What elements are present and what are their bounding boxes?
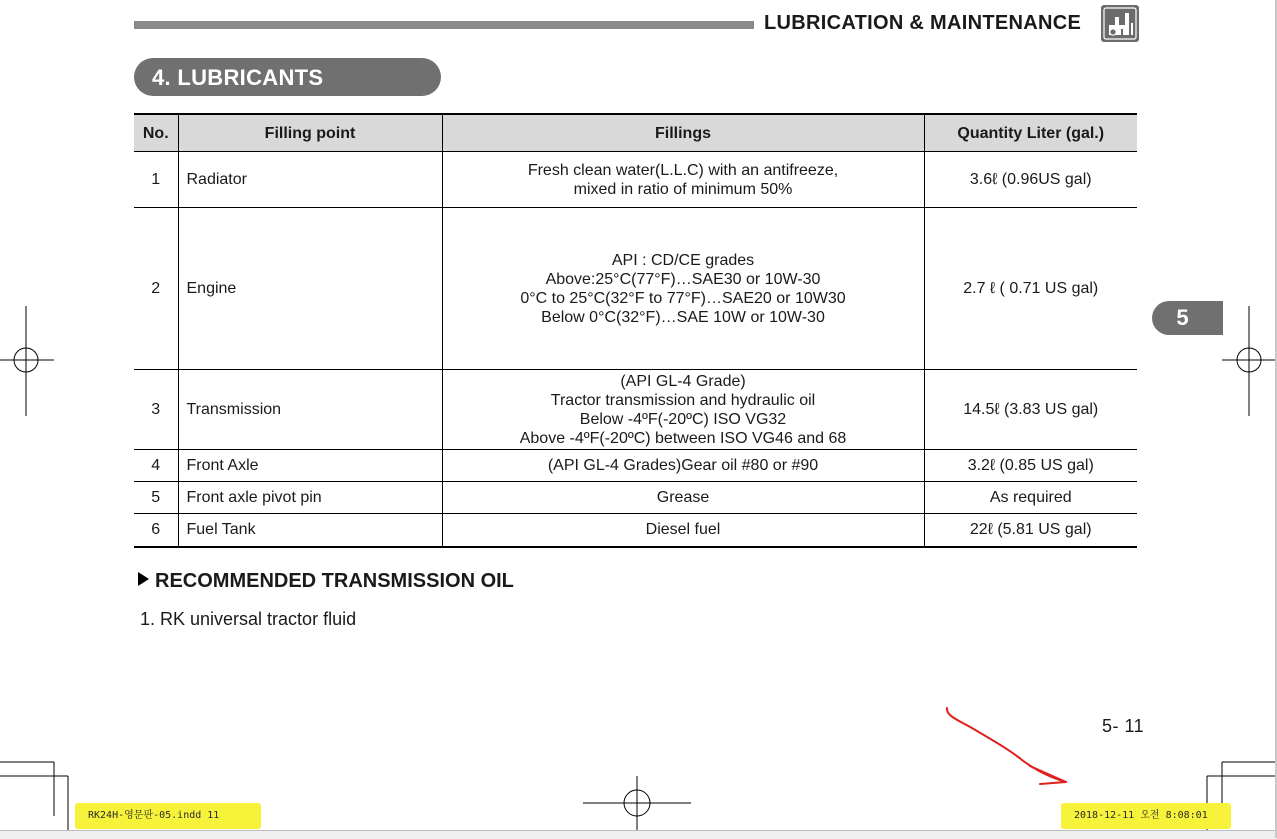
fillings-line: Grease xyxy=(656,489,710,506)
registration-mark-icon xyxy=(0,306,54,416)
row-quantity: 3.2ℓ (0.85 US gal) xyxy=(924,450,1137,482)
row-filling-point: Fuel Tank xyxy=(178,514,442,547)
row-filling-point: Front Axle xyxy=(178,450,442,482)
row-no: 4 xyxy=(134,450,178,482)
row-no: 2 xyxy=(134,208,178,370)
header-filling-point: Filling point xyxy=(178,114,442,152)
row-no: 6 xyxy=(134,514,178,547)
fillings-line: Fresh clean water(L.L.C) with an antifreeze, xyxy=(527,161,839,179)
fillings-line: Above -4ºF(-20ºC) between ISO VG46 and 68 xyxy=(519,429,847,447)
fillings-line: 0°C to 25°C(32°F to 77°F)…SAE20 or 10W30 xyxy=(520,289,846,307)
header-fillings: Fillings xyxy=(442,114,924,152)
fillings-line: Tractor transmission and hydraulic oil xyxy=(550,391,816,409)
page-number: 5- 11 xyxy=(1102,716,1145,736)
row-quantity: 3.6ℓ (0.96US gal) xyxy=(924,152,1137,208)
row-filling-point: Transmission xyxy=(178,370,442,450)
fillings-line: Diesel fuel xyxy=(645,521,721,539)
fillings-line: (API GL-4 Grades)Gear oil #80 or #90 xyxy=(547,457,819,474)
crop-mark-icon xyxy=(0,762,68,830)
row-filling-point: Radiator xyxy=(178,152,442,208)
fillings-line: Above:25°C(77°F)…SAE30 or 10W-30 xyxy=(545,270,821,288)
row-quantity: 2.7 ℓ ( 0.71 US gal) xyxy=(924,208,1137,370)
fillings-line: API : CD/CE grades xyxy=(611,251,755,269)
row-quantity: 22ℓ (5.81 US gal) xyxy=(924,514,1137,547)
row-filling-point: Engine xyxy=(178,208,442,370)
slug-timestamp: 2018-12-11 오전 8:08:01 xyxy=(1061,803,1231,829)
row-no: 5 xyxy=(134,482,178,514)
fillings-line: Below 0°C(32°F)…SAE 10W or 10W-30 xyxy=(541,308,825,326)
row-no: 3 xyxy=(134,370,178,450)
registration-mark-icon xyxy=(583,776,691,832)
header-no: No. xyxy=(134,114,178,152)
section-title: 4. LUBRICANTS xyxy=(152,65,324,90)
fillings-line: Below -4ºF(-20ºC) ISO VG32 xyxy=(579,410,787,428)
row-no: 1 xyxy=(134,152,178,208)
fillings-line: mixed in ratio of minimum 50% xyxy=(573,180,793,198)
chapter-tab-number: 5 xyxy=(1176,305,1189,330)
header-quantity: Quantity Liter (gal.) xyxy=(924,114,1137,152)
row-quantity: 14.5ℓ (3.83 US gal) xyxy=(924,370,1137,450)
registration-mark-icon xyxy=(1222,306,1277,416)
row-filling-point: Front axle pivot pin xyxy=(178,482,442,514)
slug-filename: RK24H-영문판-05.indd 11 xyxy=(75,803,261,829)
recommended-oil-title: RECOMMENDED TRANSMISSION OIL xyxy=(155,570,514,592)
row-quantity: As required xyxy=(924,482,1137,514)
list-item: 1. RK universal tractor fluid xyxy=(140,609,357,629)
fillings-line: (API GL-4 Grade) xyxy=(620,372,746,390)
red-arrow-annotation-icon xyxy=(947,708,1066,784)
header-title: LUBRICATION & MAINTENANCE xyxy=(764,12,1082,34)
